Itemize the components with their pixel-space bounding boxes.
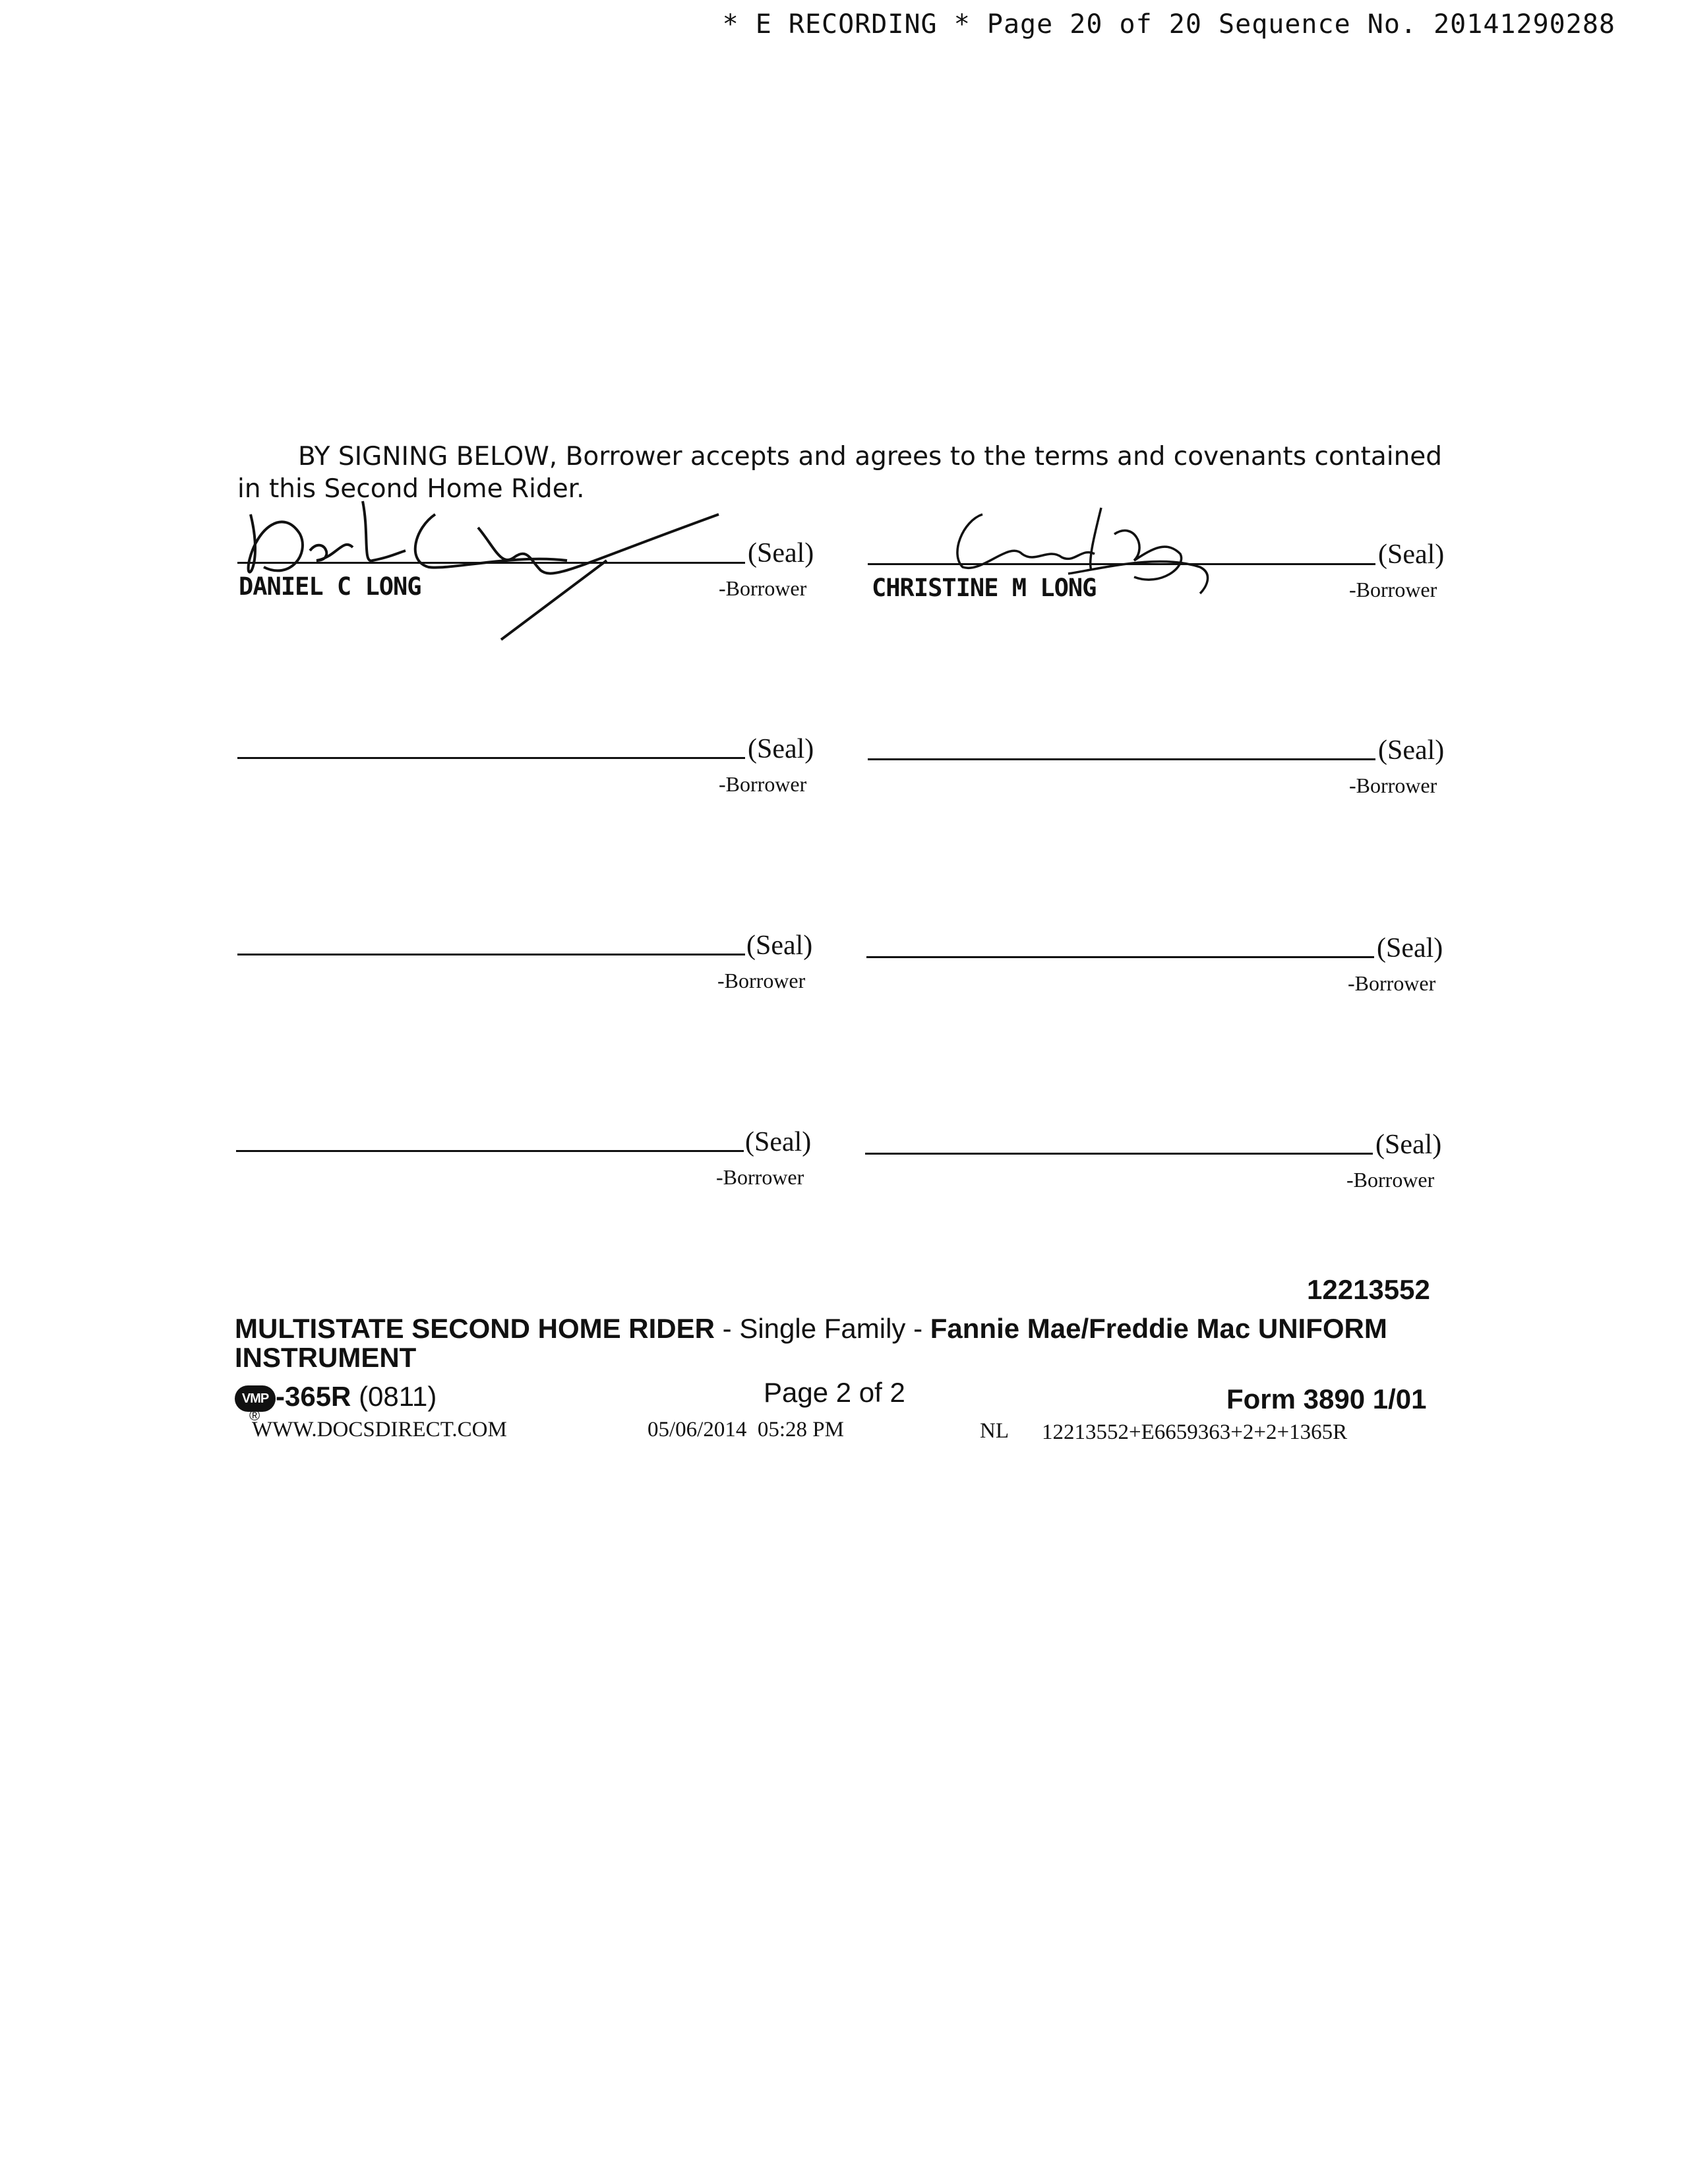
form-code	[235, 1381, 437, 1424]
signing-statement-line1: BY SIGNING BELOW, Borrower accepts and agrees to the terms and covenants contained	[298, 442, 1443, 471]
page-indicator: Page 2 of 2	[764, 1377, 905, 1408]
signature-line-borrower8	[865, 1153, 1373, 1155]
borrower-name-daniel: DANIEL C LONG	[239, 572, 421, 601]
borrower-role-label: -Borrower	[716, 1165, 804, 1189]
print-timestamp: 05/06/2014 05:28 PM	[648, 1418, 844, 1441]
form-title-property-type: Single Family	[739, 1313, 906, 1344]
vmp-logo-icon: VMP	[235, 1385, 276, 1412]
seal-label: (Seal)	[746, 930, 813, 961]
document-code: 12213552+E6659363+2+2+1365R	[1042, 1420, 1348, 1444]
seal-label: (Seal)	[745, 1127, 812, 1157]
form-title	[235, 1314, 1435, 1372]
borrower-role-label: -Borrower	[1349, 774, 1437, 797]
form-title-separator: -	[715, 1313, 740, 1344]
loan-number: 12213552	[1307, 1274, 1430, 1305]
form-title-line2: INSTRUMENT	[235, 1342, 417, 1373]
signature-line-borrower7	[236, 1150, 744, 1152]
signature-line-borrower4	[868, 758, 1375, 760]
seal-label: (Seal)	[748, 734, 814, 764]
borrower-role-label: -Borrower	[1349, 578, 1437, 601]
borrower-name-christine: CHRISTINE M LONG	[872, 574, 1097, 602]
seal-label: (Seal)	[1377, 933, 1443, 963]
form-number: Form 3890 1/01	[1226, 1383, 1427, 1414]
borrower-role-label: -Borrower	[719, 576, 807, 600]
initials: NL	[980, 1419, 1009, 1443]
seal-label: (Seal)	[1378, 735, 1445, 766]
borrower-role-label: -Borrower	[719, 772, 807, 796]
borrower-role-label: -Borrower	[717, 969, 806, 992]
seal-label: (Seal)	[1375, 1130, 1442, 1160]
borrower-role-label: -Borrower	[1348, 971, 1436, 995]
form-code-number: -365R	[276, 1381, 351, 1412]
form-title-agency: Fannie Mae/Freddie Mac UNIFORM	[930, 1313, 1387, 1344]
signing-statement-line2: in this Second Home Rider.	[237, 474, 585, 504]
form-code-version: (0811)	[351, 1381, 437, 1412]
signature-daniel	[237, 488, 725, 646]
form-title-separator: -	[905, 1313, 930, 1344]
signature-line-borrower6	[866, 956, 1374, 958]
seal-label: (Seal)	[748, 538, 814, 568]
seal-label: (Seal)	[1378, 539, 1445, 570]
borrower-role-label: -Borrower	[1346, 1168, 1435, 1192]
form-title-main: MULTISTATE SECOND HOME RIDER	[235, 1313, 715, 1344]
signature-christine	[936, 495, 1226, 600]
signature-line-borrower3	[237, 757, 745, 759]
recording-header: * E RECORDING * Page 20 of 20 Sequence No. 20141290288	[722, 9, 1615, 40]
signature-line-borrower5	[237, 954, 745, 956]
website: WWW.DOCSDIRECT.COM	[252, 1418, 507, 1441]
registered-mark: ®	[249, 1407, 260, 1424]
